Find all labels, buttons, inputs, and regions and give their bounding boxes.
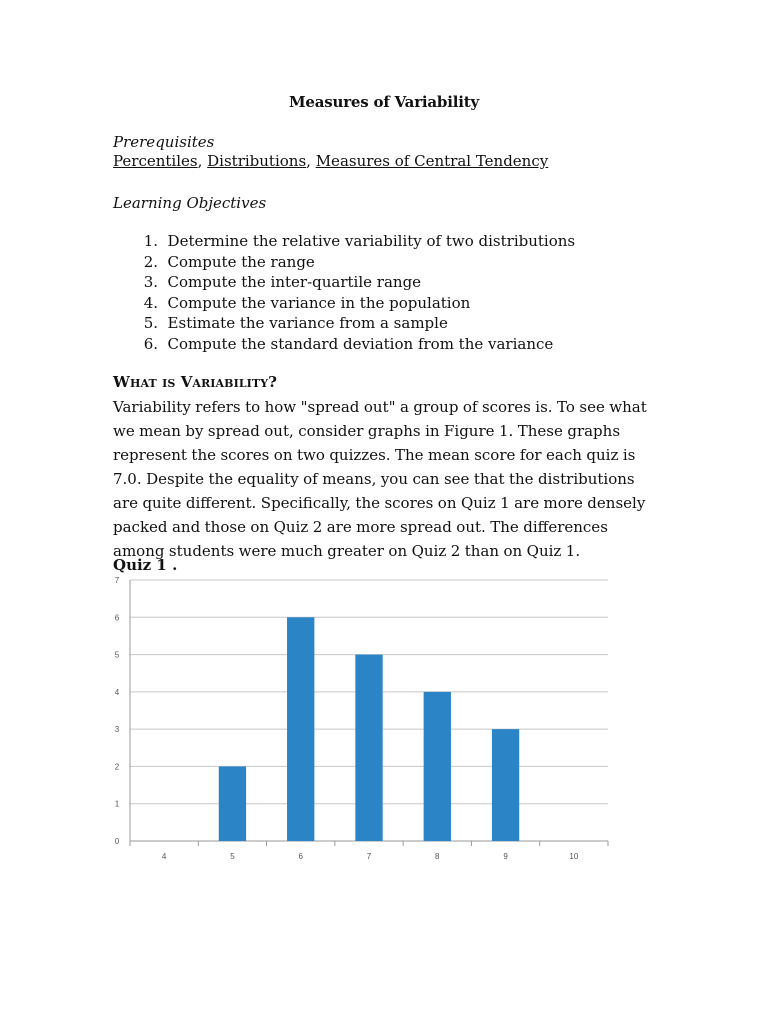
bar xyxy=(492,729,519,841)
section-heading: What is Variability? xyxy=(113,373,278,391)
separator: , xyxy=(197,152,208,170)
item-number: 4. xyxy=(143,293,158,312)
item-text: Estimate the variance from a sample xyxy=(167,314,448,332)
y-tick-label: 7 xyxy=(114,576,120,585)
x-tick-label: 5 xyxy=(230,852,235,861)
body-paragraph: Variability refers to how "spread out" a group of scores is. To see what we mean by spread out, consider graphs in Figure 1. These graphs represent the scores on two quizzes. The mean score for each quiz is 7.0. Despite the equality of means, you can see that the distributions are quite different. Specifically, the scores on Quiz 1 are more densely packed and those on Quiz 2 are more spread out. The differences among students were much greater on Quiz 2 than on Quiz 1. xyxy=(113,398,647,560)
item-text: Compute the range xyxy=(167,252,315,271)
item-number: 6. xyxy=(143,334,158,353)
link-percentiles[interactable]: Percentiles xyxy=(113,152,198,170)
link-central-tendency[interactable]: Measures of Central Tendency xyxy=(315,152,549,170)
x-tick-label: 8 xyxy=(435,852,440,861)
y-tick-label: 3 xyxy=(114,725,120,735)
x-tick-label: 4 xyxy=(161,852,167,861)
page-title: Measures of Variability xyxy=(289,93,479,111)
x-tick-label: 6 xyxy=(298,852,303,861)
prerequisites-heading: Prerequisites xyxy=(113,133,215,151)
x-tick-label: 10 xyxy=(569,852,579,861)
item-text: Determine the relative variability of two distributions xyxy=(167,232,576,250)
link-distributions[interactable]: Distributions xyxy=(207,152,307,170)
y-tick-label: 0 xyxy=(114,837,120,846)
chart-label: Quiz 1 . xyxy=(113,556,178,574)
item-number: 1. xyxy=(143,232,158,250)
x-tick-label: 9 xyxy=(503,852,508,861)
item-text: Compute the inter-quartile range xyxy=(167,273,422,291)
item-text: Compute the standard deviation from the variance xyxy=(167,334,554,353)
item-number: 3. xyxy=(143,273,158,291)
y-tick-label: 2 xyxy=(114,762,120,772)
x-tick-label: 7 xyxy=(366,852,372,861)
item-number: 2. xyxy=(143,252,158,271)
y-tick-label: 5 xyxy=(114,650,120,660)
bar xyxy=(424,692,451,841)
bar xyxy=(287,617,314,841)
item-number: 5. xyxy=(143,314,158,332)
separator: , xyxy=(306,152,316,170)
bar xyxy=(219,766,246,841)
y-tick-label: 1 xyxy=(114,799,120,809)
objectives-heading: Learning Objectives xyxy=(113,194,267,212)
y-tick-label: 6 xyxy=(114,613,120,623)
bar xyxy=(355,655,382,841)
y-tick-label: 4 xyxy=(114,687,120,697)
item-text: Compute the variance in the population xyxy=(167,293,471,312)
